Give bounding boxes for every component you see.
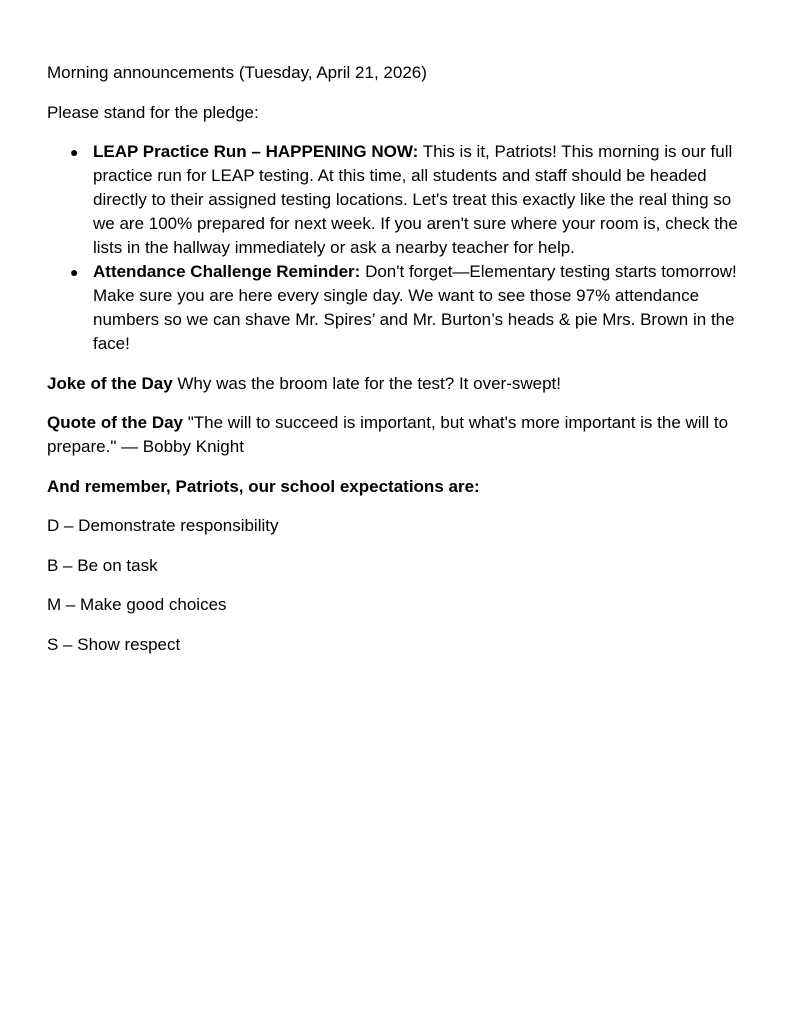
document-page [47,61,747,672]
list-item [47,260,747,356]
announcement-body: Don't forget—Elementary testing starts tomorrow! Make sure you are here every single day. We want to see those 97% attendance numbers so we can shave Mr. Spires’ and Mr. Burton’s heads & pie Mrs. Brown in the face! [93,262,737,353]
joke-label: Joke of the Day [47,373,173,393]
quote-label: Quote of the Day [47,413,184,432]
pledge-line: Please stand for the pledge: [47,102,259,122]
expectations-heading: And remember, Patriots, our school expectations are: [47,476,480,496]
expectation-item: B – Be on task [47,555,158,575]
quote-text: "The will to succeed is important, but what's more important is the will to prepare." — Bobby Knight [47,413,729,456]
announcement-heading: LEAP Practice Run – HAPPENING NOW: [93,142,419,161]
announcement-title: Morning announcements (Tuesday, April 21, 2026) [47,63,427,82]
quote-of-the-day [47,411,747,459]
announcement-body: This is it, Patriots! This morning is our full practice run for LEAP testing. At this time, all students and staff should be headed directly to their assigned testing locations. Let's treat this exactly like the real thing so we are 100% prepared for next week. If you aren't sure where your room is, check the lists in the hallway immediately or ask a nearby teacher for help. [93,142,738,257]
expectation-item: D – Demonstrate responsibility [47,516,279,535]
expectation-item: M – Make good choices [47,595,227,614]
joke-text: Why was the broom late for the test? It over-swept! [177,373,561,393]
bullet-icon: ● [70,144,79,160]
list-item [47,140,747,260]
announcement-list [47,140,747,356]
expectation-item: S – Show respect [47,634,181,654]
joke-of-the-day [47,372,747,396]
bullet-icon: ● [70,264,79,280]
announcement-heading: Attendance Challenge Reminder: [93,262,361,281]
